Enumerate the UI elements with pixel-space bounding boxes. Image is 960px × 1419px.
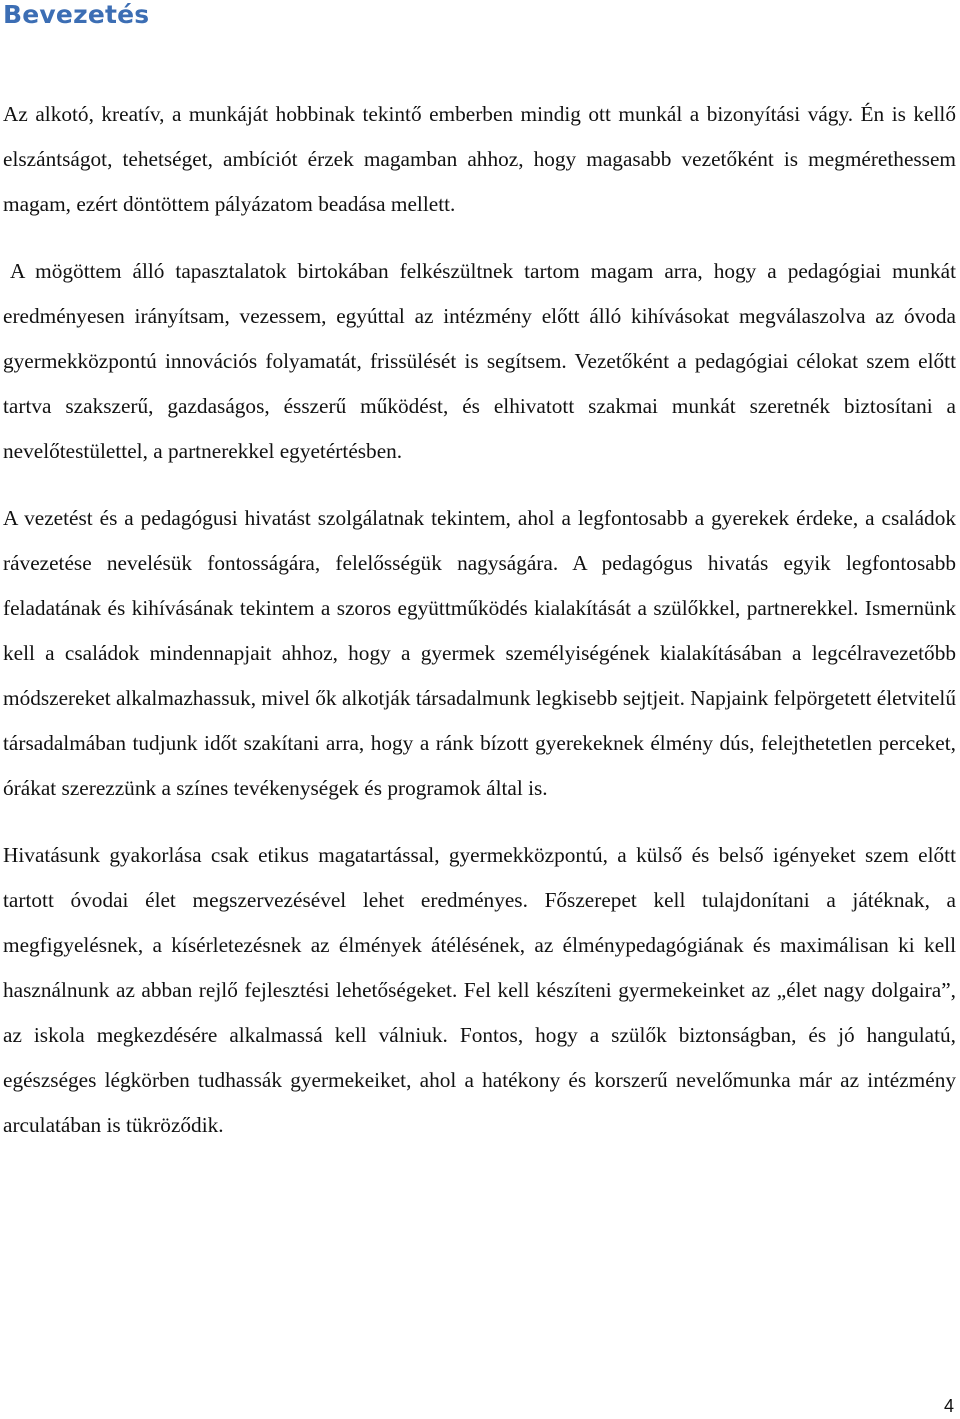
page-number: 4 [943,1396,954,1416]
section-heading: Bevezetés [3,0,150,29]
paragraph-4: Hivatásunk gyakorlása csak etikus magatartással, gyermekközpontú, a külső és belső igényeket szem előtt tartott óvodai élet megszervezésével lehet eredményes. Főszerepet kell tulajdonítani a játéknak, a megfigyelésnek, a kísérletezésnek az élmények átélésének, az élménypedagógiának és maximálisan ki kell használnunk az abban rejlő fejlesztési lehetőségeket. Fel kell készíteni gyermekeinket az „élet nagy dolgaira”, az iskola megkezdésére alkalmassá kell válniuk. Fontos, hogy a szülők biztonságban, és jó hangulatú, egészséges légkörben tudhassák gyermekeiket, ahol a hatékony és korszerű nevelőmunka már az intézmény arculatában is tükröződik. [3,843,956,1137]
paragraph-3: A vezetést és a pedagógusi hivatást szolgálatnak tekintem, ahol a legfontosabb a gyerekek érdeke, a családok rávezetése nevelésük fontosságára, felelősségük nagyságára. A pedagógus hivatás egyik legfontosabb feladatának és kihívásának tekintem a szoros együttműködés kialakítását a szülőkkel, partnerekkel. Ismernünk kell a családok mindennapjait ahhoz, hogy a gyermek személyiségének kialakításában a legcélravezetőbb módszereket alkalmazhassuk, mivel ők alkotják társadalmunk legkisebb sejtjeit. Napjaink felpörgetett életvitelű társadalmában tudjunk időt szakítani arra, hogy a ránk bízott gyerekeknek élmény dús, felejthetetlen perceket, órákat szerezzünk a színes tevékenységek és programok által is. [3,506,956,800]
paragraph-2: A mögöttem álló tapasztalatok birtokában felkészültnek tartom magam arra, hogy a pedagógiai munkát eredményesen irányítsam, vezessem, egyúttal az intézmény előtt álló kihívásokat megválaszolva az óvoda gyermekközpontú innovációs folyamatát, frissülését is segítsem. Vezetőként a pedagógiai célokat szem előtt tartva szakszerű, gazdaságos, ésszerű működést, és elhivatott szakmai munkát szeretnék biztosítani a nevelőtestülettel, a partnerekkel egyetértésben. [3,259,956,463]
paragraph-1: Az alkotó, kreatív, a munkáját hobbinak tekintő emberben mindig ott munkál a bizonyítási vágy. Én is kellő elszántságot, tehetséget, ambíciót érzek magamban ahhoz, hogy magasabb vezetőként is megmérethessem magam, ezért döntöttem pályázatom beadása mellett. [3,102,956,216]
